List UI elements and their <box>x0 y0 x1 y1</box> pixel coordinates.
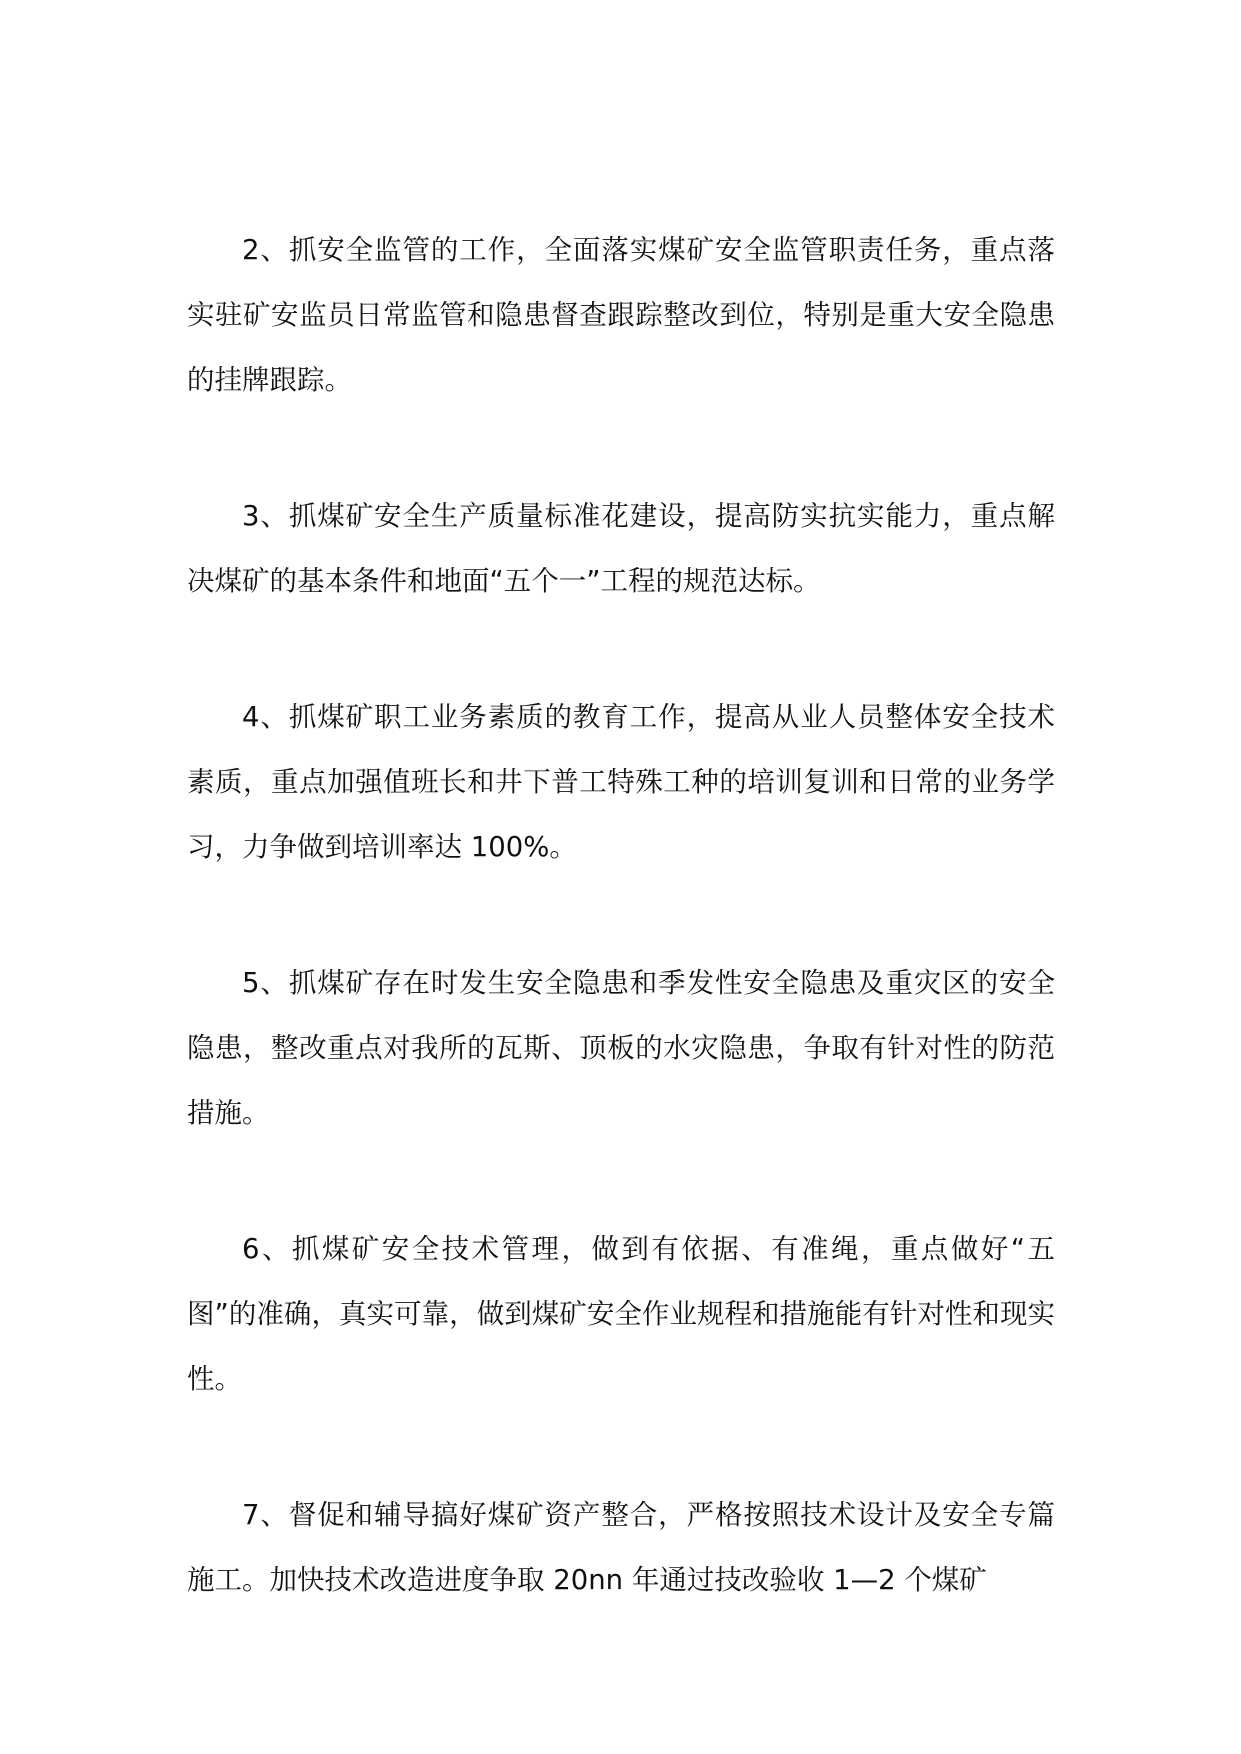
document-body <box>187 218 1055 1613</box>
paragraph-item-2: 2、抓安全监管的工作，全面落实煤矿安全监管职责任务，重点落实驻矿安监员日常监管和隐患督查跟踪整改到位，特别是重大安全隐患的挂牌跟踪。 <box>187 234 1055 396</box>
paragraph-item-3: 3、抓煤矿安全生产质量标准花建设，提高防实抗实能力，重点解决煤矿的基本条件和地面“五个一”工程的规范达标。 <box>187 500 1055 597</box>
paragraph-item-6: 6、抓煤矿安全技术管理，做到有依据、有准绳，重点做好“五图”的准确，真实可靠，做到煤矿安全作业规程和措施能有针对性和现实性。 <box>187 1233 1055 1395</box>
paragraph-item-7: 7、督促和辅导搞好煤矿资产整合，严格按照技术设计及安全专篇施工。加快技术改造进度争取 20nn 年通过技改验收 1—2 个煤矿 <box>187 1499 1055 1596</box>
paragraph-item-5: 5、抓煤矿存在时发生安全隐患和季发性安全隐患及重灾区的安全隐患，整改重点对我所的瓦斯、顶板的水灾隐患，争取有针对性的防范措施。 <box>187 967 1055 1129</box>
paragraph-item-4: 4、抓煤矿职工业务素质的教育工作，提高从业人员整体安全技术素质，重点加强值班长和井下普工特殊工种的培训复训和日常的业务学习，力争做到培训率达 100%。 <box>187 701 1055 863</box>
